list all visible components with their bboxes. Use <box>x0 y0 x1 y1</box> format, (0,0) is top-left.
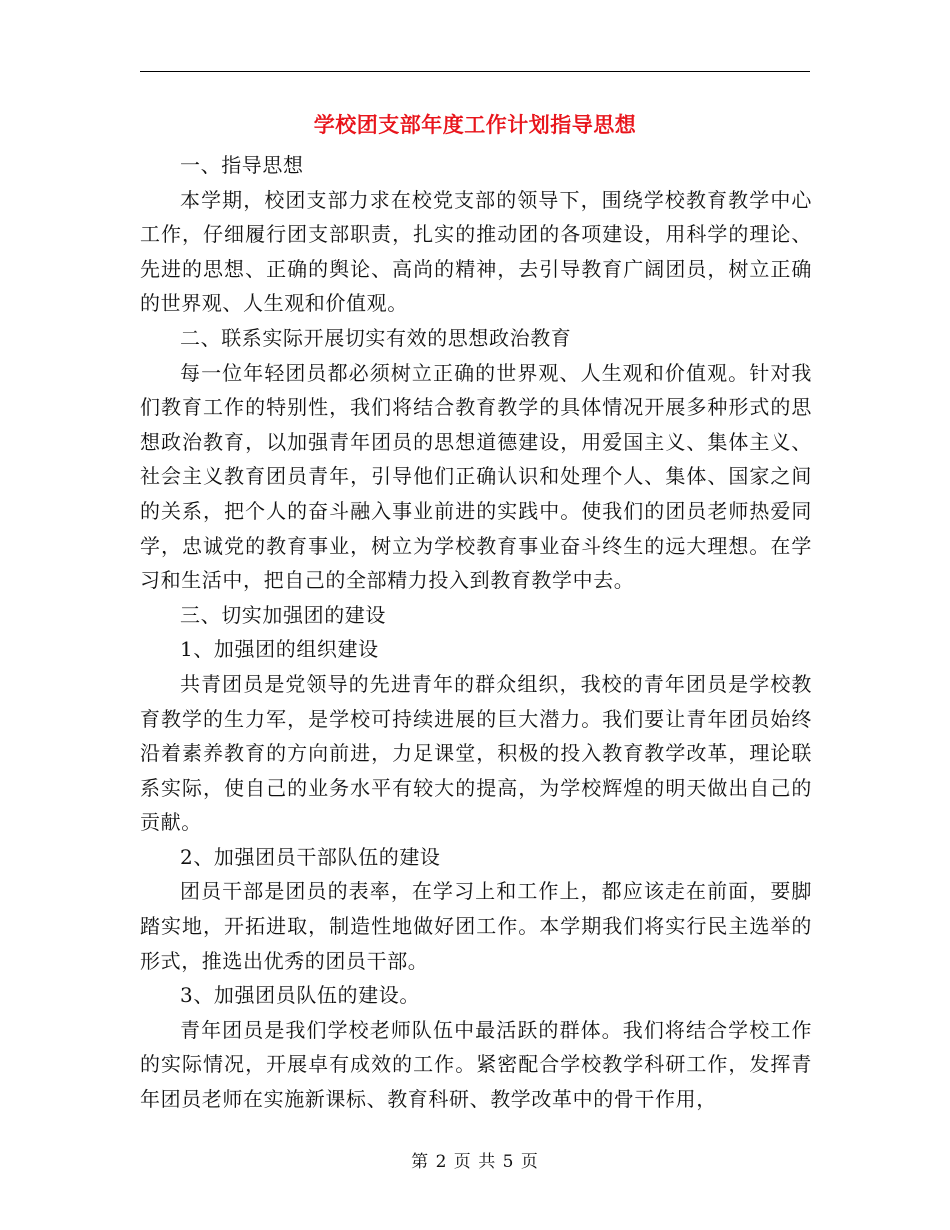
body-paragraph: 共青团员是党领导的先进青年的群众组织，我校的青年团员是学校教育教学的生力军，是学校可持续进展的巨大潜力。我们要让青年团员始终沿着素养教育的方向前进，力足课堂，积极的投入教育教学改革，理论联系实际，使自己的业务水平有较大的提高，为学校辉煌的明天做出自己的贡献。 <box>140 671 812 835</box>
subsection-heading-2: 2、加强团员干部队伍的建设 <box>180 844 441 869</box>
document-body <box>140 148 812 1117</box>
section-heading-1: 一、指导思想 <box>180 153 304 177</box>
page-number: 第 2 页 共 5 页 <box>411 1152 539 1172</box>
document-title: 学校团支部年度工作计划指导思想 <box>313 112 637 137</box>
body-paragraph: 每一位年轻团员都必须树立正确的世界观、人生观和价值观。针对我们教育工作的特别性，我们将结合教育教学的具体情况开展多种形式的思想政治教育，以加强青年团员的思想道德建设，用爱国主义、集体主义、社会主义教育团员青年，引导他们正确认识和处理个人、集体、国家之间的关系，把个人的奋斗融入事业前进的实践中。使我们的团员老师热爱同学，忠诚党的教育事业，树立为学校教育事业奋斗终生的远大理想。在学习和生活中，把自己的全部精力投入到教育教学中去。 <box>140 360 812 593</box>
body-paragraph: 青年团员是我们学校老师队伍中最活跃的群体。我们将结合学校工作的实际情况，开展卓有成效的工作。紧密配合学校教学科研工作，发挥青年团员老师在实施新课标、教育科研、教学改革中的骨干作用， <box>140 1017 812 1112</box>
subsection-heading-3: 3、加强团员队伍的建设。 <box>180 983 420 1008</box>
section-heading-3: 三、切实加强团的建设 <box>180 602 386 627</box>
body-paragraph: 本学期，校团支部力求在校党支部的领导下，围绕学校教育教学中心工作，仔细履行团支部职责，扎实的推动团的各项建设，用科学的理论、先进的思想、正确的舆论、高尚的精神，去引导教育广阔团员，树立正确的世界观、人生观和价值观。 <box>140 187 812 316</box>
section-heading-2: 二、联系实际开展切实有效的思想政治教育 <box>180 325 572 350</box>
subsection-heading-1: 1、加强团的组织建设 <box>180 637 379 662</box>
body-paragraph: 团员干部是团员的表率，在学习上和工作上，都应该走在前面，要脚踏实地，开拓进取，制造性地做好团工作。本学期我们将实行民主选举的形式，推选出优秀的团员干部。 <box>140 879 812 973</box>
header-rule <box>140 71 810 72</box>
